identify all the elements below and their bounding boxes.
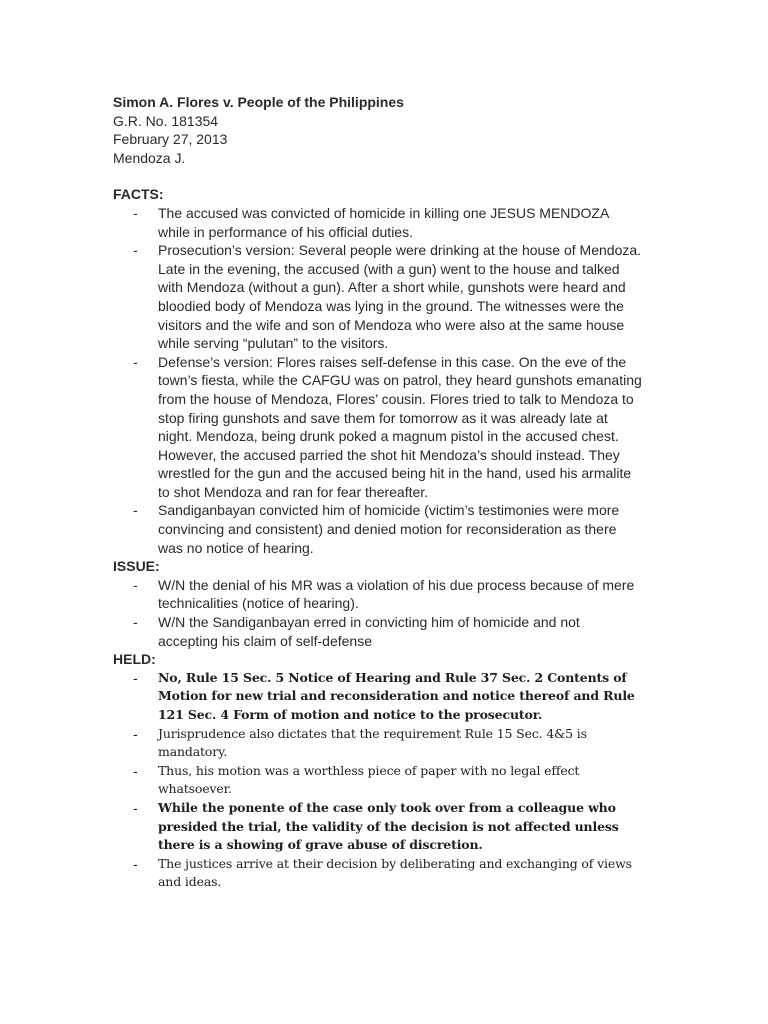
issue-item <box>113 613 643 650</box>
held-item-text: Thus, his motion was a worthless piece of paper with no legal effect whatsoever. <box>158 762 580 797</box>
bullet-dash: - <box>133 353 138 370</box>
facts-item-text: Defense’s version: Flores raises self-defense in this case. On the eve of the town’s fiesta, while the CAFGU was on patrol, they heard gunshots emanating from the house of Mendoza, Flores’ cousin. Flores tried to talk to Mendoza to stop firing gunshots and save them for tomorrow as it was already late at night. Mendoza, being drunk poked a magnum pistol in the accused chest. However, the accused parried the shot hit Mendoza’s should instead. They wrestled for the gun and the accused being hit in the hand, used his armalite to shot Mendoza and ran for fear thereafter. <box>158 353 642 500</box>
bullet-dash: - <box>133 242 138 259</box>
held-heading: HELD: <box>113 651 156 668</box>
held-item <box>113 669 643 725</box>
bullet-dash: - <box>133 855 138 872</box>
facts-item <box>113 204 643 241</box>
held-list <box>113 669 643 892</box>
held-item <box>113 762 643 799</box>
held-item-text: Jurisprudence also dictates that the requirement Rule 15 Sec. 4&5 is mandatory. <box>158 725 587 760</box>
facts-item-text: The accused was convicted of homicide in killing one JESUS MENDOZA while in performance of his official duties. <box>158 204 609 240</box>
issue-item-text: W/N the denial of his MR was a violation of his due process because of mere technicalities (notice of hearing). <box>158 576 635 612</box>
facts-heading: FACTS: <box>113 186 164 203</box>
case-title: Simon A. Flores v. People of the Philippines <box>113 94 404 110</box>
issue-item <box>113 576 643 613</box>
bullet-dash: - <box>133 669 138 686</box>
bullet-dash: - <box>133 762 138 779</box>
bullet-dash: - <box>133 799 138 816</box>
issue-item-text: W/N the Sandiganbayan erred in convicting him of homicide and not accepting his claim of self-defense <box>158 614 580 649</box>
held-item <box>113 855 643 892</box>
bullet-dash: - <box>133 576 138 593</box>
bullet-dash: - <box>133 614 138 631</box>
case-number: G.R. No. 181354 <box>113 112 219 129</box>
held-item <box>113 799 643 855</box>
facts-list <box>113 204 643 557</box>
bullet-dash: - <box>133 502 138 519</box>
issue-heading: ISSUE: <box>113 558 160 575</box>
issue-list <box>113 576 643 650</box>
held-item <box>113 725 643 762</box>
facts-item-text: Prosecution’s version: Several people were drinking at the house of Mendoza. Late in the evening, the accused (with a gun) went to the house and talked with Mendoza (without a gun). After a short while, gunshots were heard and bloodied body of Mendoza was lying in the ground. The witnesses were the visitors and the wife and son of Mendoza who were also at the same house while serving “pulutan” to the visitors. <box>158 242 642 352</box>
case-ponente: Mendoza J. <box>113 149 186 166</box>
facts-item-text: Sandiganbayan convicted him of homicide (victim’s testimonies were more convincing and consistent) and denied motion for reconsideration as there was no notice of hearing. <box>158 502 620 556</box>
facts-item <box>113 501 643 557</box>
held-item-text: No, Rule 15 Sec. 5 Notice of Hearing and Rule 37 Sec. 2 Contents of Motion for new trial and reconsideration and notice thereof and Rule 121 Sec. 4 Form of motion and notice to the prosecutor. <box>158 669 635 722</box>
facts-item <box>113 353 643 502</box>
case-date: February 27, 2013 <box>113 131 228 148</box>
bullet-dash: - <box>133 204 138 221</box>
held-item-text: While the ponente of the case only took over from a colleague who presided the trial, the validity of the decision is not affected unless there is a showing of grave abuse of discretion. <box>158 799 619 853</box>
facts-item <box>113 241 643 353</box>
held-item-text: The justices arrive at their decision by deliberating and exchanging of views and ideas. <box>158 855 632 890</box>
spacer <box>113 167 643 185</box>
document-page <box>113 93 643 892</box>
bullet-dash: - <box>133 725 138 742</box>
